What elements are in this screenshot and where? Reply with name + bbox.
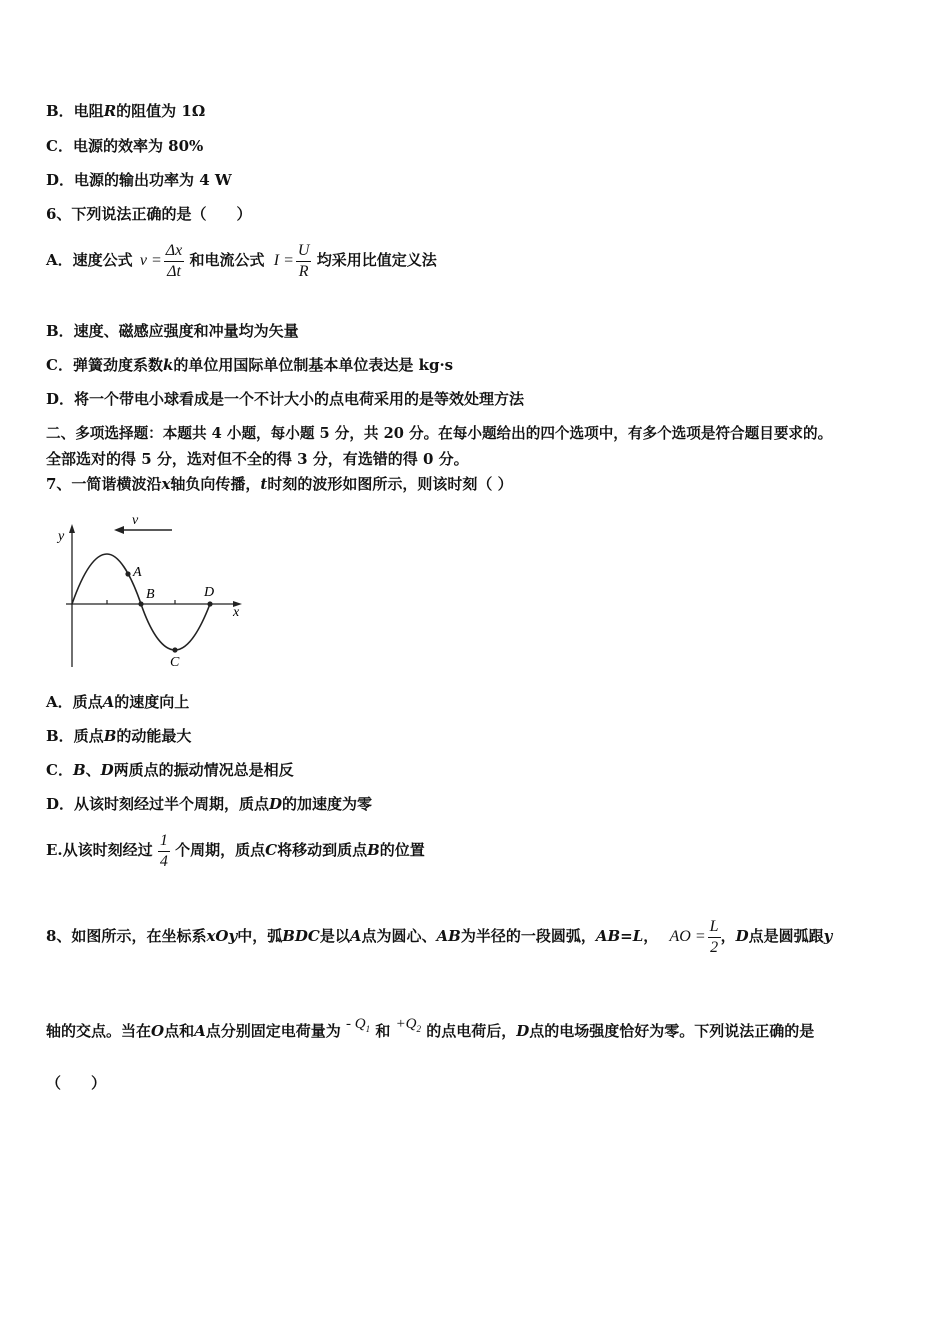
q5-option-b: B．电阻R的阻值为 1Ω bbox=[46, 102, 206, 120]
q5-option-c: C．电源的效率为 80% bbox=[46, 137, 204, 155]
q6-option-a: A．速度公式 v = $\frac{\Delta x}{\Delta t}$ 和电流公式 I = $\frac{U}{R}$ 均采用比值定义法 bbox=[46, 241, 437, 280]
q5-option-d: D．电源的输出功率为 4 W bbox=[46, 171, 232, 189]
x-axis-label: x bbox=[233, 605, 240, 620]
charge-q1: - $Q_1$ bbox=[346, 1016, 371, 1034]
point-a bbox=[125, 571, 130, 576]
q7-option-e: E.从该时刻经过 $\frac{1}{4}$ 个周期，质点C将移动到质点B的位置 bbox=[46, 831, 425, 870]
q8-stem-line2: 轴的交点。当在O点和A点分别固定电荷量为 - $Q_1$ 和 $+Q_2$ 的点电荷后，D点的电场强度恰好为零。下列说法正确的是 bbox=[46, 1016, 815, 1040]
q7-option-c: C．B、D两质点的振动情况总是相反 bbox=[46, 761, 294, 779]
wave-figure bbox=[52, 512, 252, 672]
velocity-label: v bbox=[132, 513, 139, 528]
point-d bbox=[207, 601, 212, 606]
q6-option-c: C．弹簧劲度系数k的单位用国际单位制基本单位表达是 kg·s bbox=[46, 356, 454, 374]
point-b bbox=[138, 601, 143, 606]
quarter-fraction: $\frac{1}{4}$ bbox=[159, 831, 168, 870]
velocity-formula: v = $\frac{\Delta x}{\Delta t}$ bbox=[139, 241, 183, 280]
y-axis-label: y bbox=[58, 529, 65, 544]
point-b-label: B bbox=[146, 587, 155, 602]
point-c-label: C bbox=[170, 655, 180, 670]
q6-stem: 6、下列说法正确的是（ ） bbox=[46, 205, 252, 223]
q7-option-a: A．质点A的速度向上 bbox=[46, 693, 190, 711]
section2-instructions-line1: 二、多项选择题：本题共 4 小题，每小题 5 分，共 20 分。在每小题给出的四个选项中，有多个选项是符合题目要求的。 bbox=[46, 425, 833, 442]
y-axis-arrowhead bbox=[69, 524, 75, 533]
point-d-label: D bbox=[204, 585, 215, 600]
q6-option-b: B．速度、磁感应强度和冲量均为矢量 bbox=[46, 322, 299, 340]
q7-stem: 7、一简谐横波沿x轴负向传播，t时刻的波形如图所示，则该时刻（ ） bbox=[46, 475, 513, 493]
q7-option-b: B．质点B的动能最大 bbox=[46, 727, 192, 745]
ao-formula: AO = $\frac{L}{2}$ bbox=[669, 917, 719, 956]
velocity-arrowhead bbox=[114, 526, 124, 534]
q7-option-d: D．从该时刻经过半个周期，质点D的加速度为零 bbox=[46, 795, 373, 813]
q8-answer-bracket: （ ） bbox=[46, 1074, 107, 1092]
charge-q2: $+Q_2$ bbox=[395, 1016, 422, 1034]
section2-instructions-line2: 全部选对的得 5 分，选对但不全的得 3 分，有选错的得 0 分。 bbox=[46, 450, 469, 468]
point-a-label: A bbox=[133, 565, 142, 580]
q8-stem-line1: 8、如图所示，在坐标系xOy中，弧BDC是以A点为圆心、AB为半径的一段圆弧，AB=L， AO = $\frac{L}{2}$ ，D点是圆弧跟y bbox=[46, 917, 833, 956]
q6-option-d: D．将一个带电小球看成是一个不计大小的点电荷采用的是等效处理方法 bbox=[46, 390, 525, 408]
current-formula: I = $\frac{U}{R}$ bbox=[273, 241, 310, 280]
point-c bbox=[172, 647, 177, 652]
